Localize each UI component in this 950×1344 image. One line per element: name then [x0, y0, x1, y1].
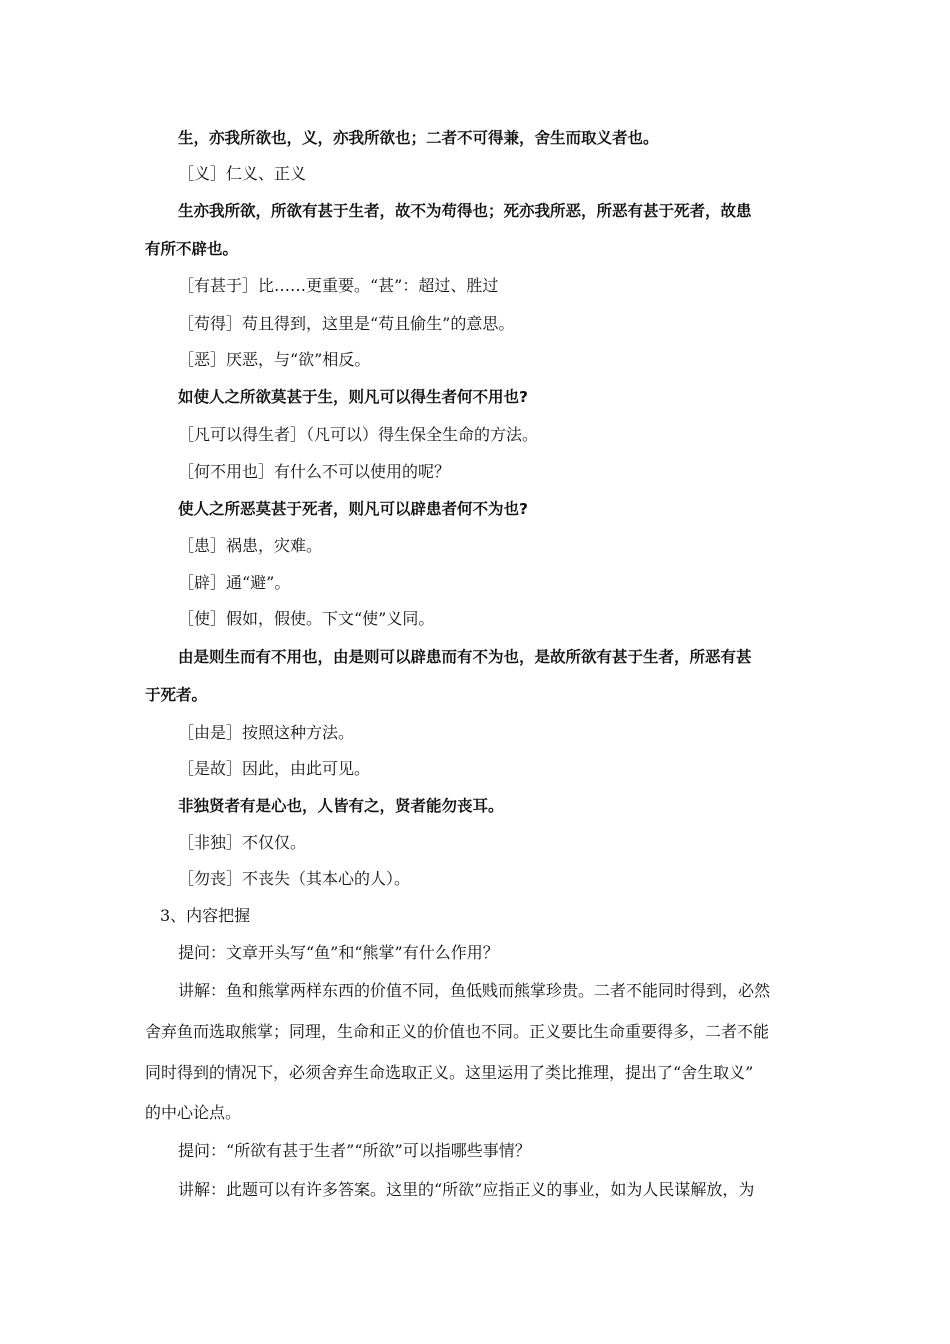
annotation-line: ［是故］因此，由此可见。	[178, 759, 371, 778]
text-line-bold: 于死者。	[145, 686, 208, 704]
text-line-bold: 生，亦我所欲也，义，亦我所欲也；二者不可得兼，舍生而取义者也。	[178, 129, 659, 147]
text-line-bold: 由是则生而有不用也，由是则可以辟患而有不为也，是故所欲有甚于生者，所恶有甚	[178, 648, 752, 666]
annotation-line: ［何不用也］有什么不可以使用的呢？	[178, 462, 451, 481]
annotation-line: ［凡可以得生者］（凡可以）得生保全生命的方法。	[178, 425, 539, 444]
annotation-line: ［非独］不仅仅。	[178, 833, 307, 852]
annotation-line: ［勿丧］不丧失（其本心的人）。	[178, 869, 411, 888]
annotation-line: ［苟得］苟且得到，这里是“苟且偷生”的意思。	[178, 314, 515, 333]
text-line-bold: 生亦我所欲，所欲有甚于生者，故不为苟得也；死亦我所恶，所恶有甚于死者，故患	[178, 202, 752, 220]
explanation-line: 讲解：此题可以有许多答案。这里的“所欲”应指正义的事业，如为人民谋解放，为	[178, 1180, 755, 1199]
text-line-bold: 如使人之所欲莫甚于生，则凡可以得生者何不用也?	[178, 388, 528, 406]
annotation-line: ［恶］厌恶，与“欲”相反。	[178, 350, 371, 369]
explanation-line: 讲解：鱼和熊掌两样东西的价值不同，鱼低贱而熊掌珍贵。二者不能同时得到，必然	[178, 981, 771, 1000]
annotation-line: ［使］假如，假使。下文“使”义同。	[178, 609, 435, 628]
section-heading: 3、内容把握	[160, 906, 251, 925]
explanation-line: 的中心论点。	[145, 1103, 242, 1122]
explanation-line: 舍弃鱼而选取熊掌；同理，生命和正义的价值也不同。正义要比生命重要得多，二者不能	[145, 1022, 770, 1041]
explanation-line: 同时得到的情况下，必须舍弃生命选取正义。这里运用了类比推理，提出了“舍生取义”	[145, 1063, 754, 1082]
annotation-line: ［有甚于］比……更重要。“甚”：超过、胜过	[178, 276, 499, 295]
annotation-line: ［患］祸患，灾难。	[178, 536, 323, 555]
annotation-line: ［义］仁义、正义	[178, 164, 307, 183]
question-line: 提问：“所欲有甚于生者”“所欲”可以指哪些事情？	[178, 1141, 531, 1160]
text-line-bold: 非独贤者有是心也，人皆有之，贤者能勿丧耳。	[178, 797, 504, 815]
annotation-line: ［辟］通“避”。	[178, 573, 291, 592]
text-line-bold: 使人之所恶莫甚于死者，则凡可以辟患者何不为也?	[178, 500, 528, 518]
annotation-line: ［由是］按照这种方法。	[178, 723, 355, 742]
text-line-bold: 有所不辟也。	[145, 240, 239, 258]
question-line: 提问：文章开头写“鱼”和“熊掌”有什么作用？	[178, 943, 499, 962]
